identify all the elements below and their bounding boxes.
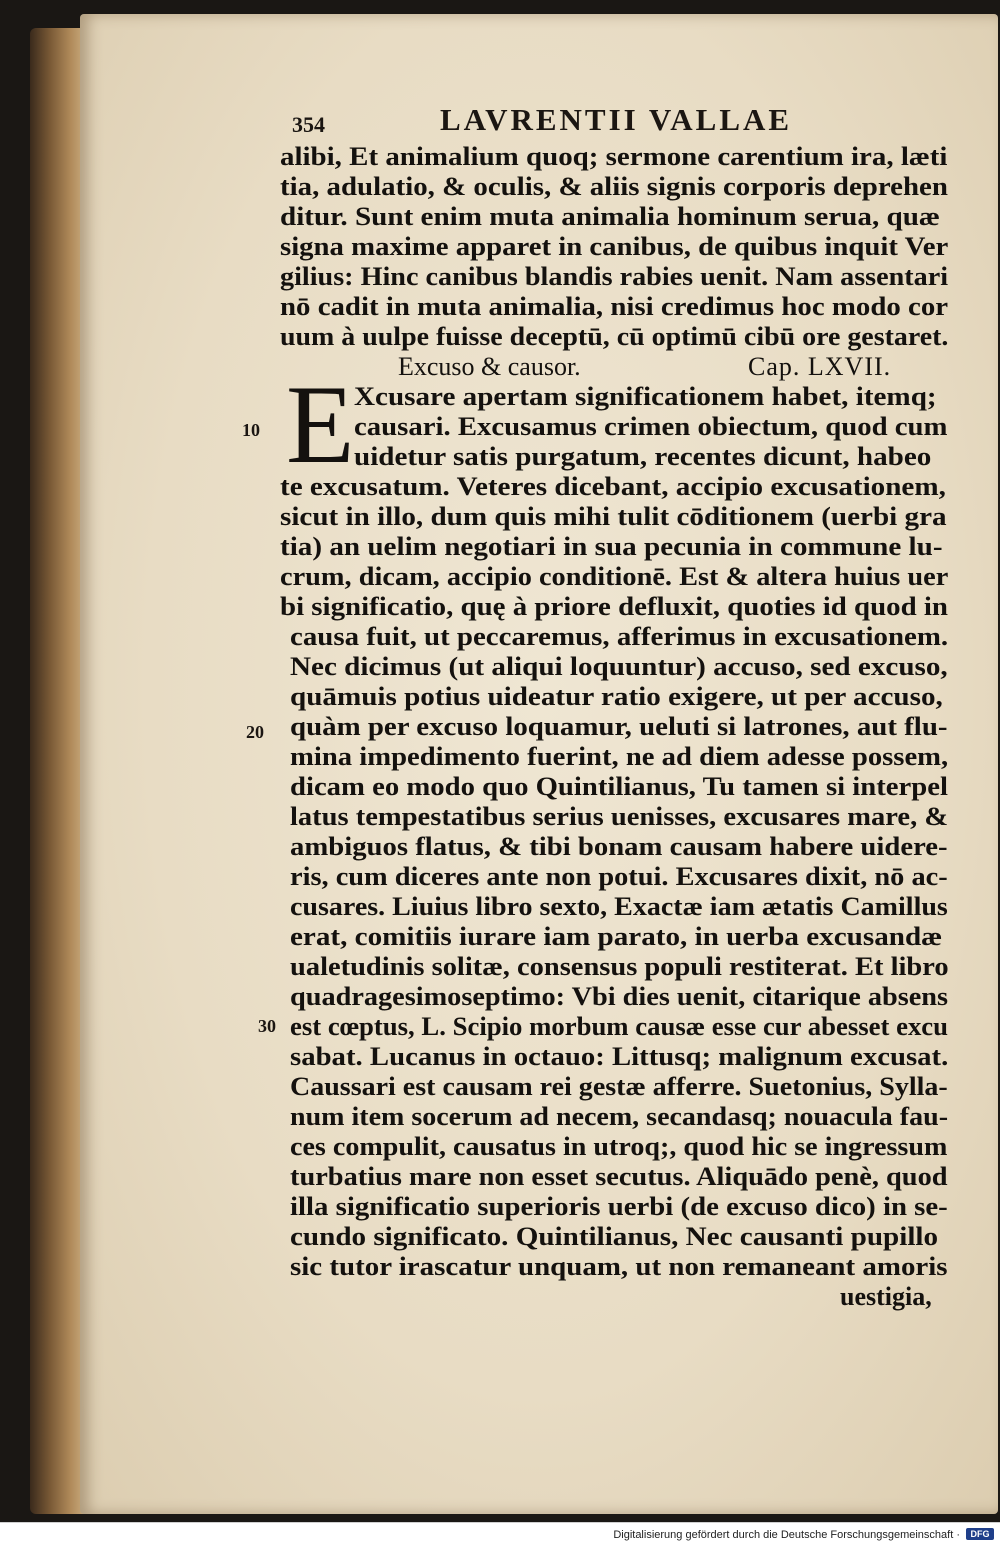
text-line: causari. Excusamus crimen obiectum, quod cum: [354, 412, 948, 441]
page-header: [290, 100, 810, 140]
text-line: mina impedimento fuerint, ne ad diem adesse possem,: [290, 742, 949, 771]
text-line: illa significatio superioris uerbi (de excuso dico) in se-: [290, 1192, 948, 1221]
footer-credit: Digitalisierung gefördert durch die Deutsche Forschungsgemeinschaft ·: [613, 1529, 960, 1541]
chapter-number: Cap. LXVII.: [748, 352, 892, 381]
text-line: nō cadit in muta animalia, nisi credimus hoc modo cor: [280, 292, 949, 321]
text-line: quāmuis potius uideatur ratio exigere, ut per accuso,: [290, 682, 943, 711]
text-line: est cœptus, L. Scipio morbum causæ esse cur abesset excu: [290, 1012, 949, 1041]
text-line: sicut in illo, dum quis mihi tulit cōditionem (uerbi gra: [280, 502, 947, 531]
text-line: causa fuit, ut peccaremus, afferimus in excusationem.: [290, 622, 949, 651]
text-line: signa maxime apparet in canibus, de quibus inquit Ver: [280, 232, 949, 261]
text-line: latus tempestatibus serius uenisses, excusares mare, &: [290, 802, 949, 831]
text-line: turbatius mare non esset secutus. Aliquādo penè, quod: [290, 1162, 948, 1191]
text-line: num item socerum ad necem, secandasq; nouacula fau-: [290, 1102, 949, 1131]
text-line: uum à uulpe fuisse deceptū, cū optimū cibū ore gestaret.: [280, 322, 949, 351]
text-line: uidetur satis purgatum, recentes dicunt, habeo: [354, 442, 932, 471]
text-line: ris, cum diceres ante non potui. Excusares dixit, nō ac-: [290, 862, 948, 891]
text-line: ces compulit, causatus in utroq;, quod hic se ingressum: [290, 1132, 948, 1161]
text-line: te excusatum. Veteres dicebant, accipio excusationem,: [280, 472, 946, 501]
text-line: gilius: Hinc canibus blandis rabies uenit. Nam assentari: [280, 262, 949, 291]
text-line: ualetudinis solitæ, consensus populi restiterat. Et libro: [290, 952, 949, 981]
drop-cap-initial: E: [286, 363, 355, 487]
text-line: tia) an uelim negotiari in sua pecunia in commune lu-: [280, 532, 943, 561]
text-line: ditur. Sunt enim muta animalia hominum serua, quæ: [280, 202, 940, 231]
text-line: erat, comitiis iurare iam parato, in uerba excusandæ: [290, 922, 943, 951]
text-line: Xcusare apertam significationem habet, itemq;: [354, 382, 937, 411]
margin-line-number: 30: [258, 1016, 276, 1036]
chapter-title: Excuso & causor.: [398, 352, 581, 381]
text-line: ambiguos flatus, & tibi bonam causam habere uidere-: [290, 832, 948, 861]
text-line: dicam eo modo quo Quintilianus, Tu tamen si interpel: [290, 772, 948, 801]
text-line: quadragesimoseptimo: Vbi dies uenit, citarique absens: [290, 982, 949, 1011]
text-line: cusares. Liuius libro sexto, Exactæ iam ætatis Camillus: [290, 892, 948, 921]
dfg-logo: DFG: [966, 1528, 994, 1540]
text-line: cundo significato. Quintilianus, Nec causanti pupillo: [290, 1222, 939, 1251]
margin-line-number: 20: [246, 722, 264, 742]
running-title: LAVRENTII VALLAE: [440, 102, 793, 137]
page-number: 354: [292, 112, 325, 137]
chapter-heading: [280, 352, 950, 382]
margin-line-number: 10: [242, 420, 260, 440]
text-line: sabat. Lucanus in octauo: Littusq; malignum excusat.: [290, 1042, 949, 1071]
text-line: bi significatio, quę à priore defluxit, quoties id quod in: [280, 592, 948, 621]
text-line: crum, dicam, accipio conditionē. Est & altera huius uer: [280, 562, 949, 591]
text-line: tia, adulatio, & oculis, & aliis signis corporis deprehen: [280, 172, 948, 201]
text-line: Caussari est causam rei gestæ afferre. Suetonius, Sylla-: [290, 1072, 948, 1101]
footer-bar: [0, 1522, 1000, 1547]
catchword: uestigia,: [840, 1282, 932, 1311]
text-line: quàm per excuso loquamur, ueluti si latrones, aut flu-: [290, 712, 948, 741]
text-line: sic tutor irascatur unquam, ut non remaneant amoris: [290, 1252, 948, 1281]
text-line: alibi, Et animalium quoq; sermone carentium ira, læti: [280, 142, 948, 171]
text-line: Nec dicimus (ut aliqui loquuntur) accuso, sed excuso,: [290, 652, 948, 681]
